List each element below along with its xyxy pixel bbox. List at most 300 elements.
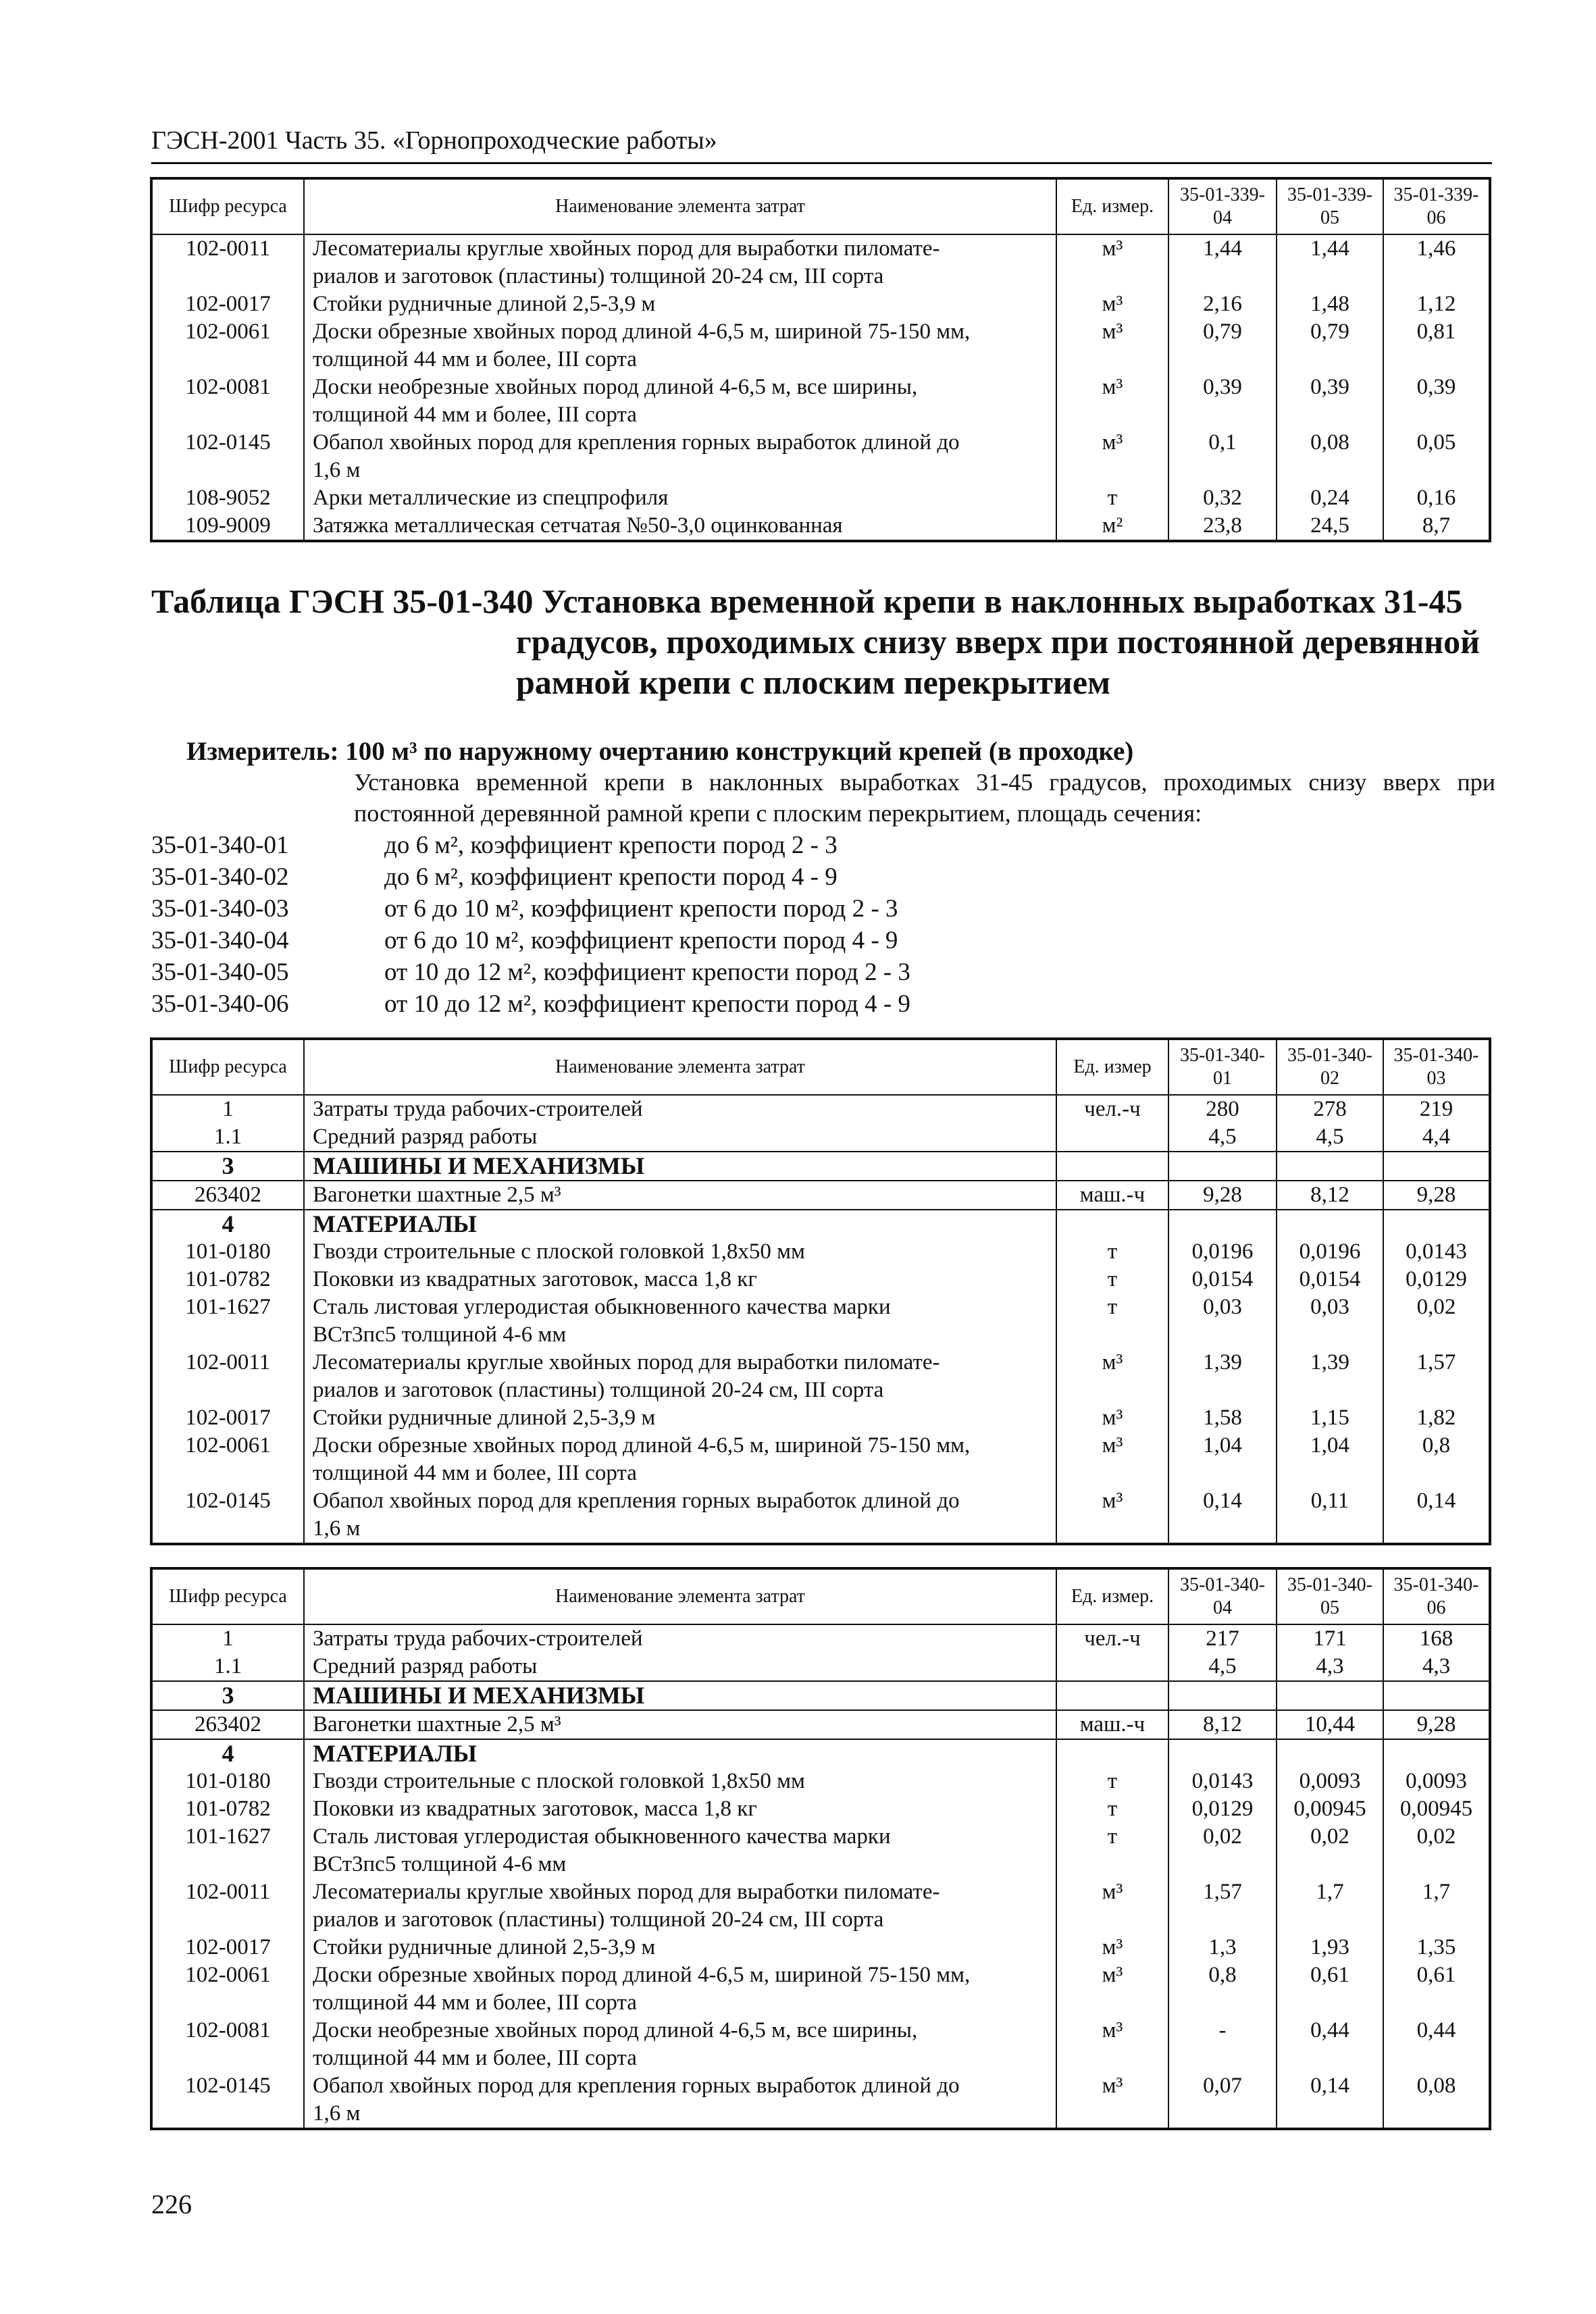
cell-code: 101-1627 (151, 1823, 304, 1878)
cell-code: 3 (151, 1152, 304, 1181)
cell-name (304, 1487, 1056, 1544)
cell-value: 0,61 (1383, 1961, 1490, 2017)
cell-value (1277, 1210, 1383, 1238)
column-header: 35-01-340-04 (1168, 1568, 1277, 1624)
cell-value: 0,08 (1277, 429, 1383, 484)
column-header: Ед. измер (1056, 1039, 1168, 1095)
cell-name-line: ВСт3пс5 толщиной 4-6 мм (313, 1322, 567, 1347)
table-row (151, 1934, 1490, 1961)
cell-value: 0,03 (1168, 1293, 1277, 1349)
cell-value: 4,5 (1168, 1653, 1277, 1681)
cell-code: 101-0180 (151, 1238, 304, 1266)
cell-name (304, 1349, 1056, 1404)
cell-value: 0,11 (1277, 1487, 1383, 1544)
variant-item (151, 861, 910, 893)
cell-value: 219 (1383, 1095, 1490, 1123)
cell-value: 2,16 (1168, 290, 1277, 318)
cell-unit: чел.-ч (1056, 1095, 1168, 1123)
cell-value: 0,0154 (1277, 1266, 1383, 1293)
column-header: 35-01-340-06 (1383, 1568, 1490, 1624)
table-row (151, 1710, 1490, 1739)
variant-text: до 6 м², коэффициент крепости пород 2 - 3 (384, 831, 838, 859)
cell-value: 4,3 (1277, 1653, 1383, 1681)
table-row (151, 484, 1490, 512)
cell-value: 1,3 (1168, 1934, 1277, 1961)
table-row (151, 1739, 1490, 1768)
column-header: Наименование элемента затрат (304, 1039, 1056, 1095)
cell-value: 0,1 (1168, 429, 1277, 484)
table-row (151, 2017, 1490, 2072)
cell-value: 171 (1277, 1624, 1383, 1653)
meter-label: Измеритель: (186, 737, 339, 766)
cell-value (1168, 1152, 1277, 1181)
cell-name (304, 1768, 1056, 1795)
cell-value: 0,79 (1277, 318, 1383, 374)
variant-code: 35-01-340-02 (151, 863, 289, 891)
cell-name (304, 1152, 1056, 1181)
cell-name (304, 1624, 1056, 1653)
cell-name (304, 1878, 1056, 1934)
cell-value: 0,24 (1277, 484, 1383, 512)
column-header: Шифр ресурса (151, 1568, 304, 1624)
cell-unit: м³ (1056, 1404, 1168, 1432)
cell-unit: м³ (1056, 1878, 1168, 1934)
table-row (151, 318, 1490, 374)
cell-value: 1,48 (1277, 290, 1383, 318)
cell-value: 0,00945 (1383, 1795, 1490, 1823)
cell-name-line: Сталь листовая углеродистая обыкновенного качества марки (313, 1824, 891, 1849)
cell-value: 1,04 (1168, 1432, 1277, 1487)
cell-unit: т (1056, 1768, 1168, 1795)
cell-name-line: риалов и заготовок (пластины) толщиной 20-24 см, III сорта (313, 1378, 884, 1402)
cell-value: 0,79 (1168, 318, 1277, 374)
cell-unit: м³ (1056, 234, 1168, 290)
table-row (151, 1768, 1490, 1795)
cell-unit: м³ (1056, 1349, 1168, 1404)
cell-name (304, 2072, 1056, 2129)
cell-unit: т (1056, 1823, 1168, 1878)
cell-name-line: 1,6 м (313, 458, 361, 482)
cell-unit: м³ (1056, 1432, 1168, 1487)
cell-code: 1 (151, 1095, 304, 1123)
cell-value: 0,0093 (1383, 1768, 1490, 1795)
cell-value: 24,5 (1277, 512, 1383, 541)
cell-code: 102-0145 (151, 1487, 304, 1544)
cell-value: 1,7 (1383, 1878, 1490, 1934)
table-row (151, 1238, 1490, 1266)
cell-code: 263402 (151, 1181, 304, 1210)
table-row (151, 1961, 1490, 2017)
column-header: Ед. измер. (1056, 178, 1168, 234)
cell-unit: м² (1056, 512, 1168, 541)
column-header: 35-01-340-01 (1168, 1039, 1277, 1095)
cell-code: 102-0011 (151, 1878, 304, 1934)
cell-value: 1,44 (1277, 234, 1383, 290)
table-row (151, 1878, 1490, 1934)
cell-value: 1,46 (1383, 234, 1490, 290)
cell-name (304, 1293, 1056, 1349)
cell-value: 0,02 (1168, 1823, 1277, 1878)
cell-unit (1056, 1152, 1168, 1181)
cell-value: 0,14 (1168, 1487, 1277, 1544)
cell-code: 109-9009 (151, 512, 304, 541)
cell-value: 0,14 (1383, 1487, 1490, 1544)
meter-line (186, 736, 1133, 767)
cell-value: 217 (1168, 1624, 1277, 1653)
cell-code: 108-9052 (151, 484, 304, 512)
cell-name-line: Поковки из квадратных заготовок, масса 1,8 кг (313, 1797, 757, 1821)
table-row (151, 290, 1490, 318)
cell-value (1277, 1739, 1383, 1768)
cell-value: 1,57 (1383, 1349, 1490, 1404)
cell-name (304, 1934, 1056, 1961)
table-row (151, 1095, 1490, 1123)
cell-name-line: толщиной 44 мм и более, III сорта (313, 403, 637, 427)
cell-code: 101-0782 (151, 1795, 304, 1823)
cell-name (304, 1238, 1056, 1266)
cell-name-line: Средний разряд работы (313, 1125, 538, 1149)
column-header: Шифр ресурса (151, 178, 304, 234)
cell-name-line: Доски обрезные хвойных пород длиной 4-6,5 м, шириной 75-150 мм, (313, 1963, 971, 1987)
cell-value: 4,4 (1383, 1123, 1490, 1152)
cell-value: 1,35 (1383, 1934, 1490, 1961)
cell-name (304, 1961, 1056, 2017)
cell-value: 8,7 (1383, 512, 1490, 541)
cell-name-line: Сталь листовая углеродистая обыкновенного качества марки (313, 1295, 891, 1319)
cell-name (304, 318, 1056, 374)
cell-value: 1,7 (1277, 1878, 1383, 1934)
cell-value: 0,03 (1277, 1293, 1383, 1349)
cell-unit: т (1056, 1266, 1168, 1293)
cell-code: 102-0017 (151, 1404, 304, 1432)
variant-text: от 10 до 12 м², коэффициент крепости пород 2 - 3 (384, 958, 910, 986)
table-row (151, 374, 1490, 429)
cell-code: 263402 (151, 1710, 304, 1739)
cell-name-line: Обапол хвойных пород для крепления горных выработок длиной до (313, 430, 960, 455)
variant-text: от 10 до 12 м², коэффициент крепости пород 4 - 9 (384, 990, 910, 1018)
cell-value: 0,39 (1277, 374, 1383, 429)
cell-unit: т (1056, 1238, 1168, 1266)
cell-value (1383, 1210, 1490, 1238)
table-row (151, 429, 1490, 484)
cell-code: 102-0081 (151, 374, 304, 429)
cell-value: 0,0196 (1277, 1238, 1383, 1266)
cell-name-line: Доски необрезные хвойных пород длиной 4-6,5 м, все ширины, (313, 375, 918, 399)
cell-unit (1056, 1123, 1168, 1152)
cell-unit: чел.-ч (1056, 1624, 1168, 1653)
cell-value: 9,28 (1383, 1181, 1490, 1210)
cell-value: 8,12 (1277, 1181, 1383, 1210)
cell-value: 0,0129 (1383, 1266, 1490, 1293)
table-row (151, 2072, 1490, 2129)
column-header: 35-01-339-04 (1168, 178, 1277, 234)
cell-code: 102-0017 (151, 1934, 304, 1961)
cell-value: 0,81 (1383, 318, 1490, 374)
cell-value: 1,39 (1277, 1349, 1383, 1404)
cell-name-line: Затяжка металлическая сетчатая №50-3,0 оцинкованная (313, 513, 843, 538)
cell-name (304, 1432, 1056, 1487)
cell-value: 0,16 (1383, 484, 1490, 512)
cell-name-line: Лесоматериалы круглые хвойных пород для выработки пиломате- (313, 1880, 940, 1904)
cell-name-line: МАТЕРИАЛЫ (313, 1210, 477, 1237)
cell-value (1168, 1681, 1277, 1710)
resource-table-340-a (150, 1037, 1491, 1545)
cell-code: 102-0061 (151, 1432, 304, 1487)
variant-text: от 6 до 10 м², коэффициент крепости пород 4 - 9 (384, 927, 898, 954)
table-row (151, 1432, 1490, 1487)
cell-name-line: Доски обрезные хвойных пород длиной 4-6,5 м, шириной 75-150 мм, (313, 1433, 971, 1458)
table-row (151, 1210, 1490, 1238)
cell-code: 102-0145 (151, 2072, 304, 2129)
cell-value: 0,8 (1383, 1432, 1490, 1487)
cell-value: 0,0196 (1168, 1238, 1277, 1266)
cell-name-line: толщиной 44 мм и более, III сорта (313, 1461, 637, 1485)
cell-value (1168, 1210, 1277, 1238)
table-title-line-2: градусов, проходимых снизу вверх при постоянной деревянной (516, 623, 1480, 661)
cell-value: 0,32 (1168, 484, 1277, 512)
table-row (151, 1266, 1490, 1293)
cell-name-line: Доски обрезные хвойных пород длиной 4-6,5 м, шириной 75-150 мм, (313, 319, 971, 344)
variant-code: 35-01-340-06 (151, 990, 289, 1018)
cell-name-line: Вагонетки шахтные 2,5 м³ (313, 1183, 561, 1207)
cell-name (304, 374, 1056, 429)
column-header: 35-01-339-06 (1383, 178, 1490, 234)
cell-value: 0,44 (1277, 2017, 1383, 2072)
cell-value (1383, 1739, 1490, 1768)
cell-value: 168 (1383, 1624, 1490, 1653)
cell-value: 0,0143 (1383, 1238, 1490, 1266)
table-row (151, 1681, 1490, 1710)
cell-name-line: Затраты труда рабочих-строителей (313, 1097, 643, 1121)
cell-value: 0,44 (1383, 2017, 1490, 2072)
cell-name (304, 290, 1056, 318)
variant-item (151, 829, 910, 861)
cell-value: 10,44 (1277, 1710, 1383, 1739)
cell-value: 1,12 (1383, 290, 1490, 318)
table-row (151, 1349, 1490, 1404)
cell-name-line: Обапол хвойных пород для крепления горных выработок длиной до (313, 1489, 960, 1513)
column-header: Наименование элемента затрат (304, 1568, 1056, 1624)
resource-table-340-b (150, 1567, 1491, 2130)
cell-code: 102-0145 (151, 429, 304, 484)
cell-code: 101-0782 (151, 1266, 304, 1293)
cell-value: 9,28 (1168, 1181, 1277, 1210)
cell-value (1277, 1152, 1383, 1181)
variant-list (151, 829, 910, 1020)
cell-value: 0,0093 (1277, 1768, 1383, 1795)
cell-name (304, 1739, 1056, 1768)
cell-name-line: Стойки рудничные длиной 2,5-3,9 м (313, 1935, 656, 1959)
cell-value (1383, 1152, 1490, 1181)
cell-name (304, 429, 1056, 484)
cell-value: 4,5 (1277, 1123, 1383, 1152)
table-row (151, 1653, 1490, 1681)
variant-item (151, 988, 910, 1020)
cell-name-line: Средний разряд работы (313, 1654, 538, 1678)
cell-code: 102-0017 (151, 290, 304, 318)
cell-value: 280 (1168, 1095, 1277, 1123)
cell-value: 9,28 (1383, 1710, 1490, 1739)
variant-item (151, 893, 910, 925)
cell-value: 0,61 (1277, 1961, 1383, 2017)
cell-name-line: Гвозди строительные с плоской головкой 1,8х50 мм (313, 1239, 805, 1264)
running-header: ГЭСН-2001 Часть 35. «Горнопроходческие работы» (151, 126, 1492, 164)
cell-name (304, 484, 1056, 512)
cell-value (1383, 1681, 1490, 1710)
cell-unit: м³ (1056, 318, 1168, 374)
cell-unit (1056, 1681, 1168, 1710)
variant-item (151, 925, 910, 956)
cell-name-line: Гвозди строительные с плоской головкой 1,8х50 мм (313, 1769, 805, 1793)
cell-value: 1,44 (1168, 234, 1277, 290)
cell-unit (1056, 1653, 1168, 1681)
cell-unit (1056, 1739, 1168, 1768)
cell-name-line: Арки металлические из спецпрофиля (313, 486, 669, 510)
cell-name-line: ВСт3пс5 толщиной 4-6 мм (313, 1852, 567, 1876)
cell-name-line: 1,6 м (313, 2101, 361, 2126)
cell-name (304, 512, 1056, 541)
cell-value: 1,04 (1277, 1432, 1383, 1487)
table-title-line-3: рамной крепи с плоским перекрытием (516, 663, 1111, 701)
cell-unit: м³ (1056, 1487, 1168, 1544)
table-row (151, 1293, 1490, 1349)
cell-unit: м³ (1056, 1934, 1168, 1961)
cell-unit: т (1056, 1795, 1168, 1823)
cell-value: 0,08 (1383, 2072, 1490, 2129)
cell-unit: м³ (1056, 2017, 1168, 2072)
cell-unit: т (1056, 484, 1168, 512)
cell-name (304, 1266, 1056, 1293)
table-row (151, 1823, 1490, 1878)
cell-value: 0,14 (1277, 2072, 1383, 2129)
cell-name (304, 1710, 1056, 1739)
cell-code: 1 (151, 1624, 304, 1653)
cell-unit: маш.-ч (1056, 1710, 1168, 1739)
cell-value: 0,8 (1168, 1961, 1277, 2017)
variant-code: 35-01-340-01 (151, 831, 289, 859)
cell-name-line: толщиной 44 мм и более, III сорта (313, 1990, 637, 2015)
table-row (151, 1123, 1490, 1152)
cell-value: 1,15 (1277, 1404, 1383, 1432)
column-header: 35-01-340-05 (1277, 1568, 1383, 1624)
cell-value: 0,05 (1383, 429, 1490, 484)
cell-value: 0,0129 (1168, 1795, 1277, 1823)
cell-unit: т (1056, 1293, 1168, 1349)
cell-value: 0,07 (1168, 2072, 1277, 2129)
cell-name-line: Доски необрезные хвойных пород длиной 4-6,5 м, все ширины, (313, 2018, 918, 2042)
cell-name-line: толщиной 44 мм и более, III сорта (313, 347, 637, 371)
table-row (151, 1404, 1490, 1432)
cell-value: 4,3 (1383, 1653, 1490, 1681)
column-header: 35-01-340-03 (1383, 1039, 1490, 1095)
cell-name-line: Стойки рудничные длиной 2,5-3,9 м (313, 292, 656, 316)
cell-name-line: МАШИНЫ И МЕХАНИЗМЫ (313, 1682, 645, 1709)
variant-code: 35-01-340-05 (151, 958, 289, 986)
cell-code: 1.1 (151, 1653, 304, 1681)
table-title (151, 581, 1502, 702)
cell-unit: м³ (1056, 1961, 1168, 2017)
cell-code: 4 (151, 1210, 304, 1238)
column-header: 35-01-339-05 (1277, 178, 1383, 234)
cell-unit (1056, 1210, 1168, 1238)
cell-name-line: Лесоматериалы круглые хвойных пород для выработки пиломате- (313, 1350, 940, 1374)
table-row (151, 1152, 1490, 1181)
cell-value: 0,0154 (1168, 1266, 1277, 1293)
cell-value: 1,39 (1168, 1349, 1277, 1404)
table-row (151, 512, 1490, 541)
cell-name (304, 1795, 1056, 1823)
cell-code: 101-1627 (151, 1293, 304, 1349)
cell-unit: м³ (1056, 290, 1168, 318)
cell-name-line: МАШИНЫ И МЕХАНИЗМЫ (313, 1152, 645, 1179)
cell-name-line: толщиной 44 мм и более, III сорта (313, 2046, 637, 2070)
cell-name-line: Вагонетки шахтные 2,5 м³ (313, 1712, 561, 1737)
cell-code: 102-0011 (151, 234, 304, 290)
cell-value: 1,82 (1383, 1404, 1490, 1432)
cell-name (304, 1653, 1056, 1681)
cell-value: 4,5 (1168, 1123, 1277, 1152)
cell-value: 0,0143 (1168, 1768, 1277, 1795)
meter-value: 100 м³ по наружному очертанию конструкций крепей (в проходке) (345, 737, 1134, 766)
cell-value: 1,58 (1168, 1404, 1277, 1432)
column-header: Ед. измер. (1056, 1568, 1168, 1624)
cell-value (1277, 1681, 1383, 1710)
cell-name-line: Поковки из квадратных заготовок, масса 1,8 кг (313, 1267, 757, 1291)
cell-name-line: Лесоматериалы круглые хвойных пород для выработки пиломате- (313, 236, 940, 261)
cell-value: 1,93 (1277, 1934, 1383, 1961)
cell-name (304, 1181, 1056, 1210)
cell-unit: м³ (1056, 374, 1168, 429)
cell-name (304, 1095, 1056, 1123)
cell-value (1168, 1739, 1277, 1768)
cell-value: 8,12 (1168, 1710, 1277, 1739)
cell-code: 102-0011 (151, 1349, 304, 1404)
cell-name-line: риалов и заготовок (пластины) толщиной 20-24 см, III сорта (313, 264, 884, 288)
variant-code: 35-01-340-03 (151, 895, 289, 923)
column-header: Шифр ресурса (151, 1039, 304, 1095)
cell-name (304, 2017, 1056, 2072)
variant-text: до 6 м², коэффициент крепости пород 4 - 9 (384, 863, 838, 891)
cell-name (304, 1681, 1056, 1710)
table-row (151, 1624, 1490, 1653)
cell-name-line: Стойки рудничные длиной 2,5-3,9 м (313, 1406, 656, 1430)
cell-unit: м³ (1056, 2072, 1168, 2129)
cell-name (304, 1823, 1056, 1878)
cell-value: - (1168, 2017, 1277, 2072)
variant-code: 35-01-340-04 (151, 927, 289, 954)
cell-name (304, 1123, 1056, 1152)
cell-code: 1.1 (151, 1123, 304, 1152)
column-header: 35-01-340-02 (1277, 1039, 1383, 1095)
cell-code: 3 (151, 1681, 304, 1710)
cell-code: 102-0061 (151, 1961, 304, 2017)
cell-value: 0,02 (1277, 1823, 1383, 1878)
cell-name-line: Обапол хвойных пород для крепления горных выработок длиной до (313, 2074, 960, 2098)
cell-name (304, 234, 1056, 290)
cell-value: 0,00945 (1277, 1795, 1383, 1823)
table-row (151, 234, 1490, 290)
cell-code: 101-0180 (151, 1768, 304, 1795)
cell-value: 0,39 (1383, 374, 1490, 429)
resource-table-339 (150, 177, 1491, 542)
cell-code: 102-0061 (151, 318, 304, 374)
cell-value: 278 (1277, 1095, 1383, 1123)
variant-text: от 6 до 10 м², коэффициент крепости пород 2 - 3 (384, 895, 898, 923)
cell-name (304, 1210, 1056, 1238)
page-number: 226 (151, 2189, 192, 2219)
cell-name (304, 1404, 1056, 1432)
column-header: Наименование элемента затрат (304, 178, 1056, 234)
